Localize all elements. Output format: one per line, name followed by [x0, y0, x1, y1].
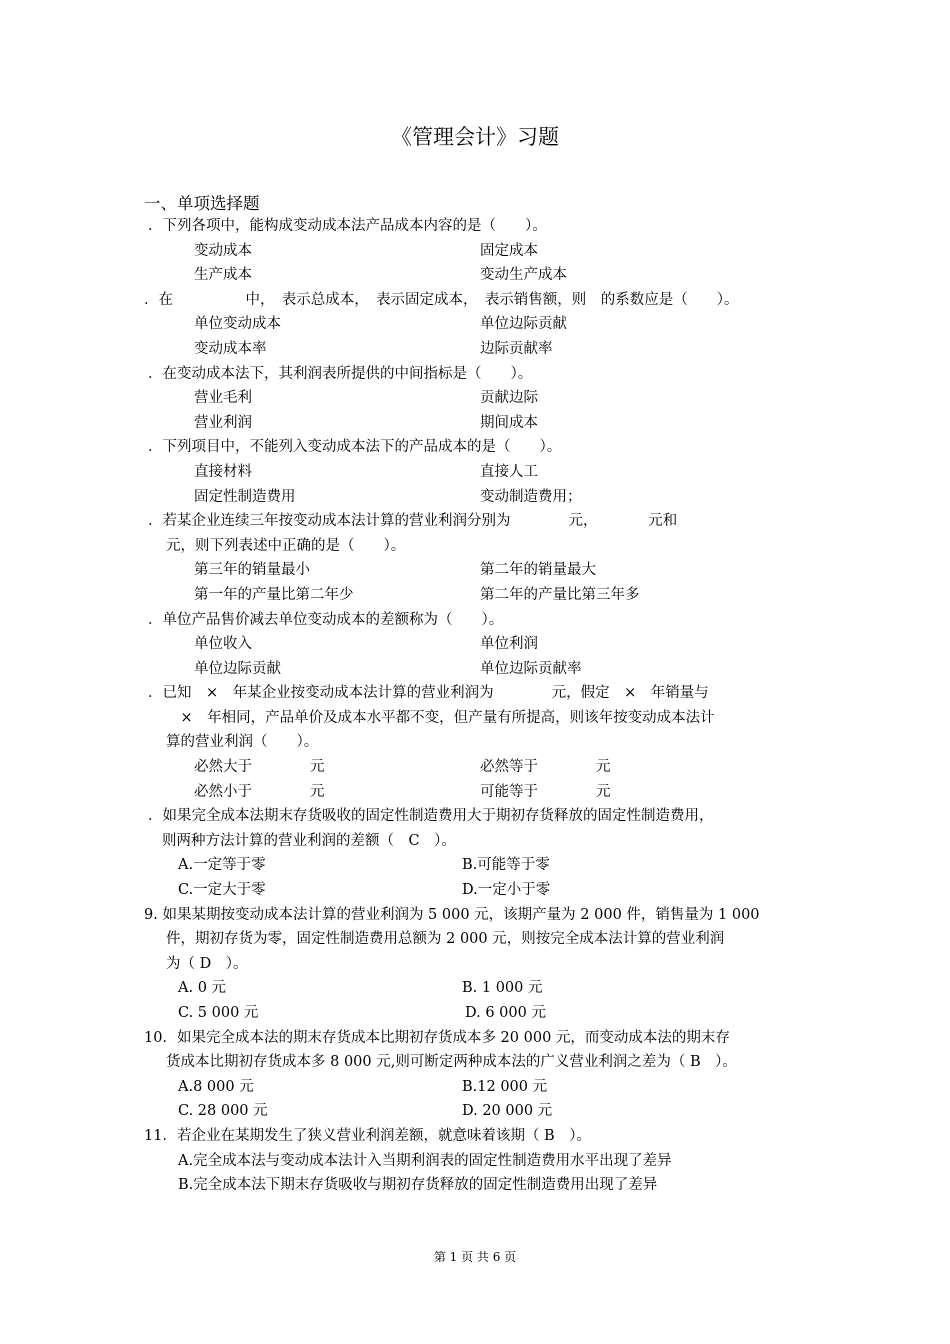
option-b: 必然等于 元 — [480, 759, 611, 776]
option-row — [144, 632, 814, 657]
option-row — [144, 460, 814, 485]
option-d: D. 6 000 元 — [465, 1005, 546, 1021]
question-9: 9. 如果某期按变动成本法计算的营业利润为 5 000 元，该期产量为 2 000 件，销售量为 1 000 — [144, 906, 760, 923]
option-c: 营业利润 — [194, 414, 252, 431]
option-a: A. 0 元 — [178, 980, 227, 997]
option-d: D. 20 000 元 — [462, 1103, 553, 1120]
option-b: B.12 000 元 — [462, 1078, 548, 1095]
option-row — [144, 657, 814, 682]
option-row — [144, 583, 814, 608]
option-c: C.一定大于零 — [178, 882, 266, 899]
option-b-row: B.完全成本法下期末存货吸收与期初存货释放的固定性制造费用出现了差异 — [178, 1177, 658, 1194]
option-row — [144, 878, 814, 903]
option-a: 营业毛利 — [194, 390, 252, 407]
option-c: 第一年的产量比第二年少 — [194, 586, 354, 603]
option-b: 直接人工 — [480, 463, 538, 480]
section-heading: 一、单项选择题 — [144, 194, 260, 213]
option-a: 变动成本 — [194, 242, 252, 259]
option-row — [144, 263, 814, 288]
question-5-continued: 元，则下列表述中正确的是（ ）。 — [166, 537, 406, 554]
option-b: 单位利润 — [480, 636, 538, 653]
option-a: A.8 000 元 — [178, 1078, 254, 1095]
option-a: 直接材料 — [194, 463, 252, 480]
option-d: 变动制造费用； — [480, 488, 582, 505]
option-d: 单位边际贡献率 — [480, 660, 582, 677]
option-row — [144, 976, 814, 1001]
question-list — [144, 214, 814, 1198]
question-7: ．已知 × 年某企业按变动成本法计算的营业利润为 元，假定 × 年销量与 — [148, 685, 709, 702]
option-c: C. 28 000 元 — [178, 1103, 268, 1120]
question-9-continued: 件，期初存货为零，固定性制造费用总额为 2 000 元，则按完全成本法计算的营业利润 — [166, 931, 725, 948]
question-11: 11．若企业在某期发生了狭义营业利润差额，就意味着该期（ B ）。 — [144, 1127, 591, 1144]
option-a: 必然大于 元 — [194, 759, 325, 776]
option-a: 单位变动成本 — [194, 316, 281, 333]
option-b: 固定成本 — [480, 242, 538, 259]
option-b: 贡献边际 — [480, 390, 538, 407]
option-b: B. 1 000 元 — [462, 980, 543, 997]
option-row — [144, 1075, 814, 1100]
option-d: 边际贡献率 — [480, 340, 553, 357]
question-3: ．在变动成本法下，其利润表所提供的中间指标是（ ）。 — [148, 365, 533, 382]
option-row — [144, 386, 814, 411]
question-8: ．如果完全成本法期末存货吸收的固定性制造费用大于期初存货释放的固定性制造费用， — [148, 808, 714, 825]
question-1: ．下列各项中，能构成变动成本法产品成本内容的是（ ）。 — [148, 218, 547, 234]
option-c: 变动成本率 — [194, 340, 267, 357]
question-6: ．单位产品售价减去单位变动成本的差额称为（ ）。 — [148, 611, 504, 628]
option-row — [144, 780, 814, 805]
option-a: 单位收入 — [194, 636, 252, 653]
option-b: 单位边际贡献 — [480, 316, 567, 333]
option-b: 第二年的销量最大 — [480, 562, 596, 579]
option-d: 可能等于 元 — [480, 783, 611, 800]
page-title: 《管理会计》习题 — [391, 125, 559, 149]
question-5: ．若某企业连续三年按变动成本法计算的营业利润分别为 元， 元和 — [148, 513, 678, 530]
option-c: C. 5 000 元 — [178, 1005, 259, 1021]
option-c: 单位边际贡献 — [194, 660, 281, 677]
option-a: 第三年的销量最小 — [194, 562, 310, 579]
option-b: B.可能等于零 — [462, 857, 550, 874]
option-c: 固定性制造费用 — [194, 488, 296, 505]
option-row — [144, 1099, 814, 1124]
option-d: 期间成本 — [480, 414, 538, 431]
option-d: D.一定小于零 — [462, 882, 551, 899]
page-footer: 第 1 页 共 6 页 — [433, 1250, 517, 1264]
option-c: 生产成本 — [194, 267, 252, 284]
question-9-continued: 为（ D ）。 — [166, 955, 248, 972]
option-row — [144, 411, 814, 436]
question-2: ．在 中， 表示总成本， 表示固定成本， 表示销售额，则 的系数应是（ ）。 — [144, 291, 739, 308]
option-d: 第二年的产量比第三年多 — [480, 586, 640, 603]
option-a: A.一定等于零 — [178, 857, 266, 874]
option-row — [144, 853, 814, 878]
question-10-continued: 货成本比期初存货成本多 8 000 元,则可断定两种成本法的广义营业利润之差为（ B ）。 — [166, 1054, 737, 1071]
question-7-continued: × 年相同，产品单价及成本水平都不变，但产量有所提高，则该年按变动成本法计 — [166, 709, 715, 726]
option-c: 必然小于 元 — [194, 783, 325, 800]
option-row — [144, 485, 814, 510]
option-row — [144, 312, 814, 337]
option-row — [144, 1001, 814, 1026]
option-a-row: A.完全成本法与变动成本法计入当期利润表的固定性制造费用水平出现了差异 — [178, 1152, 672, 1169]
option-row — [144, 239, 814, 264]
option-row — [144, 558, 814, 583]
question-8-continued: 则两种方法计算的营业利润的差额（ C ）。 — [162, 832, 456, 849]
option-row — [144, 755, 814, 780]
question-7-continued: 算的营业利润（ ）。 — [166, 734, 319, 751]
option-row — [144, 337, 814, 362]
option-d: 变动生产成本 — [480, 267, 567, 284]
question-4: ．下列项目中，不能列入变动成本法下的产品成本的是（ ）。 — [148, 439, 562, 456]
question-10: 10．如果完全成本法的期末存货成本比期初存货成本多 20 000 元，而变动成本法的期末存 — [144, 1029, 730, 1046]
